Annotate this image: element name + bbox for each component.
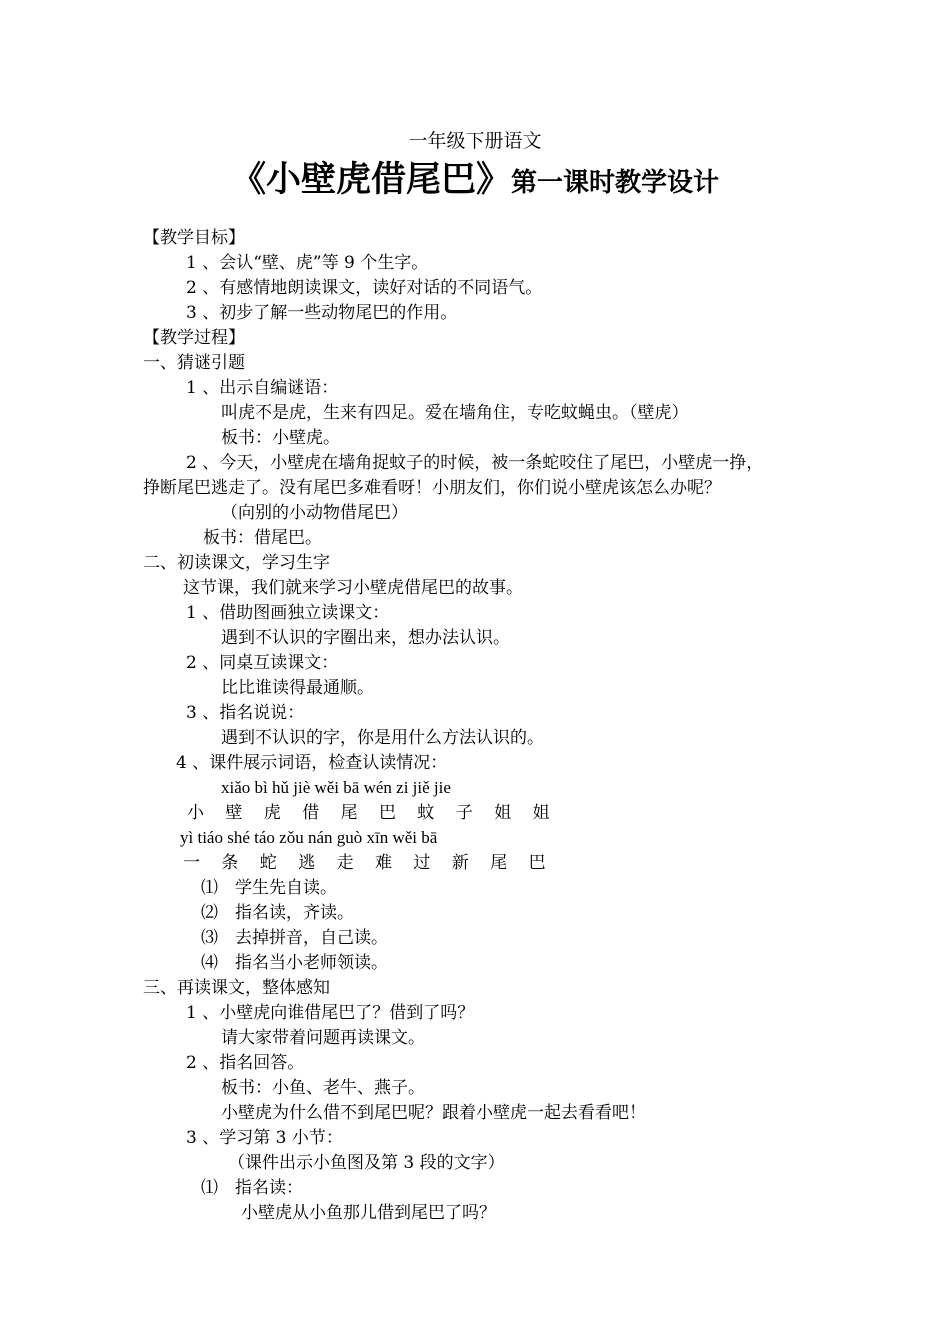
step-item: 1 、借助图画独立读课文： bbox=[186, 603, 390, 623]
goal-item: 1 、会认“壁、虎”等 9 个生字。 bbox=[186, 253, 429, 273]
sub-step-item: ⑴ 指名读： bbox=[201, 1178, 303, 1198]
board-note: 板书：借尾巴。 bbox=[203, 528, 322, 548]
pinyin-line: yì tiáo shé táo zǒu nán guò xīn wěi bā bbox=[180, 828, 438, 847]
title-sub: 第一课时教学设计 bbox=[511, 168, 720, 198]
paragraph: 这节课，我们就来学习小壁虎借尾巴的故事。 bbox=[183, 578, 523, 598]
document-title bbox=[0, 152, 950, 202]
step-item: 1 、出示自编谜语： bbox=[186, 378, 339, 398]
paragraph: 请大家带着问题再读课文。 bbox=[221, 1028, 425, 1048]
paragraph: 小壁虎从小鱼那儿借到尾巴了吗？ bbox=[241, 1203, 496, 1223]
section-heading-process: 【教学过程】 bbox=[143, 328, 245, 348]
hanzi-line: 小 壁 虎 借 尾 巴 蚊 子 姐 姐 bbox=[187, 803, 558, 823]
step-item: 3 、指名说说： bbox=[186, 703, 305, 723]
paragraph: 叫虎不是虎，生来有四足。爱在墙角住，专吃蚊蝇虫。（壁虎） bbox=[221, 403, 689, 423]
step-item: 3 、学习第 3 小节： bbox=[186, 1128, 343, 1148]
step-item: 2 、指名回答。 bbox=[186, 1053, 305, 1073]
pinyin-line: xiǎo bì hǔ jiè wěi bā wén zi jiě jie bbox=[221, 778, 451, 797]
paragraph: 挣断尾巴逃走了。没有尾巴多难看呀！小朋友们，你们说小壁虎该怎么办呢？ bbox=[143, 478, 721, 498]
part-heading: 二、初读课文，学习生字 bbox=[143, 553, 330, 573]
document-subtitle: 一年级下册语文 bbox=[408, 130, 542, 152]
sub-step-item: ⑵ 指名读，齐读。 bbox=[201, 903, 354, 923]
section-heading-goals: 【教学目标】 bbox=[143, 228, 245, 248]
sub-step-item: ⑶ 去掉拼音，自己读。 bbox=[201, 928, 388, 948]
paragraph: 遇到不认识的字圈出来，想办法认识。 bbox=[221, 628, 510, 648]
goal-item: 3 、初步了解一些动物尾巴的作用。 bbox=[186, 303, 458, 323]
paragraph: 小壁虎为什么借不到尾巴呢？跟着小壁虎一起去看看吧！ bbox=[221, 1103, 646, 1123]
paragraph: （课件出示小鱼图及第 3 段的文字） bbox=[228, 1153, 505, 1173]
paragraph: 遇到不认识的字，你是用什么方法认识的。 bbox=[221, 728, 544, 748]
hanzi-line: 一 条 蛇 逃 走 难 过 新 尾 巴 bbox=[183, 853, 554, 873]
paragraph: 比比谁读得最通顺。 bbox=[221, 678, 374, 698]
title-main: 《小壁虎借尾巴》 bbox=[230, 160, 511, 200]
paragraph: （向别的小动物借尾巴） bbox=[221, 503, 408, 523]
step-item: 2 、今天，小壁虎在墙角捉蚊子的时候，被一条蛇咬住了尾巴，小壁虎一挣， bbox=[186, 453, 764, 473]
part-heading: 一、猜谜引题 bbox=[143, 353, 245, 373]
step-item: 4 、课件展示词语，检查认读情况： bbox=[176, 753, 448, 773]
goal-item: 2 、有感情地朗读课文，读好对话的不同语气。 bbox=[186, 278, 543, 298]
sub-step-item: ⑷ 指名当小老师领读。 bbox=[201, 953, 388, 973]
step-item: 2 、同桌互读课文： bbox=[186, 653, 339, 673]
sub-step-item: ⑴ 学生先自读。 bbox=[201, 878, 337, 898]
board-note: 板书：小鱼、老牛、燕子。 bbox=[221, 1078, 425, 1098]
board-note: 板书：小壁虎。 bbox=[221, 428, 340, 448]
part-heading: 三、再读课文，整体感知 bbox=[143, 978, 330, 998]
step-item: 1 、小壁虎向谁借尾巴了？借到了吗？ bbox=[186, 1003, 475, 1023]
